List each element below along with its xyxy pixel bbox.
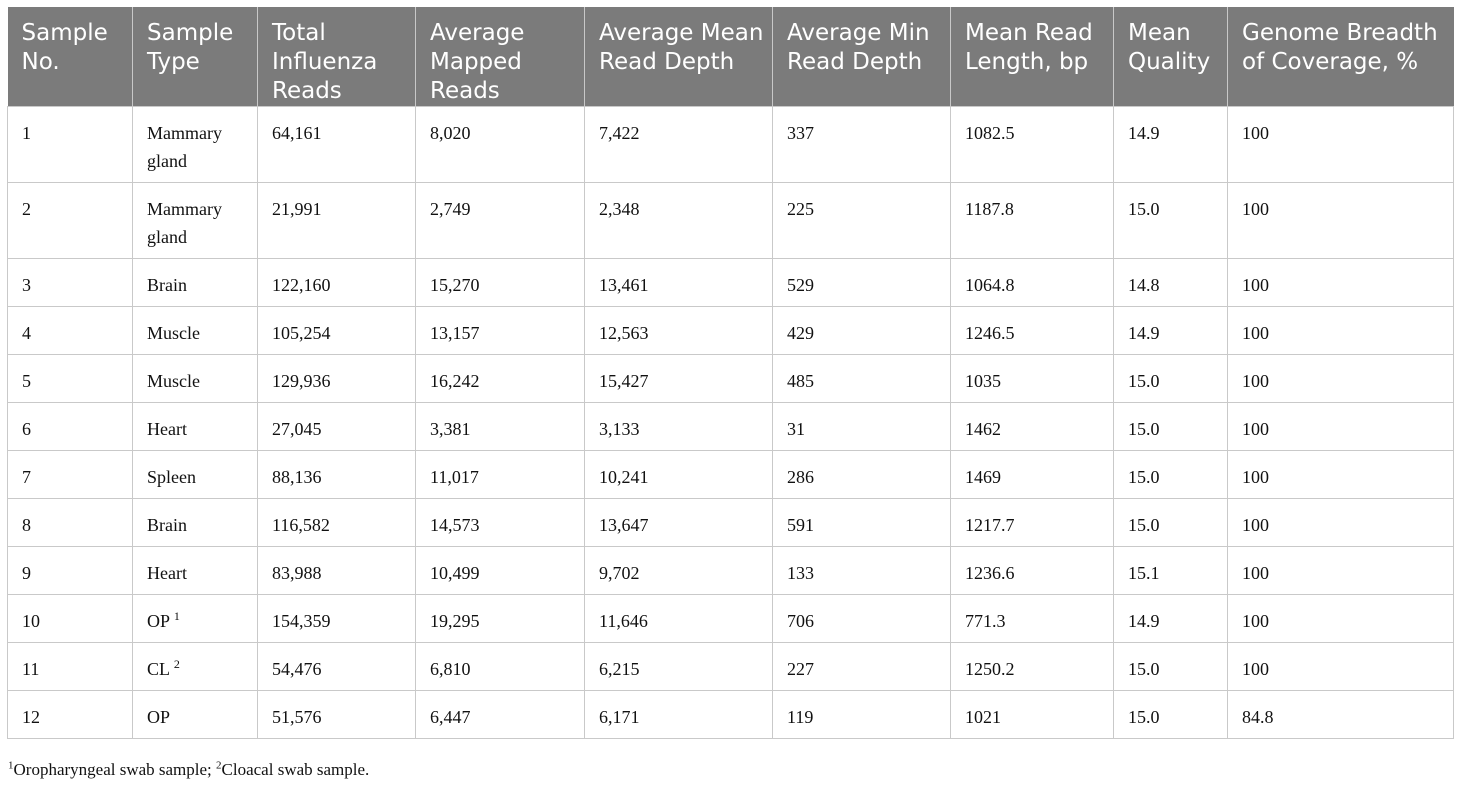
cell-mean-quality: 15.0 [1114,643,1228,691]
table-row [8,355,1454,403]
cell-sample-type [133,355,258,403]
header-min-read-depth: Average Min Read Depth [773,7,951,107]
cell-min-read-depth: 529 [773,259,951,307]
table-footnote [8,758,369,782]
sample-type-text: Brain [147,515,187,535]
sample-type-text: Mammary gland [147,199,222,247]
cell-total-reads: 122,160 [258,259,416,307]
cell-mean-read-depth: 11,646 [585,595,773,643]
header-mean-quality: Mean Quality [1114,7,1228,107]
cell-coverage: 84.8 [1228,691,1454,739]
sample-type-text: OP [147,707,171,727]
cell-total-reads: 129,936 [258,355,416,403]
table-row [8,307,1454,355]
cell-mean-quality: 14.9 [1114,307,1228,355]
cell-total-reads: 27,045 [258,403,416,451]
sample-type-text: Muscle [147,371,200,391]
cell-sample-type [133,307,258,355]
cell-mean-quality: 15.0 [1114,183,1228,259]
cell-mapped-reads: 3,381 [416,403,585,451]
cell-mean-quality: 15.0 [1114,355,1228,403]
sequencing-results-table [7,7,1454,739]
cell-coverage: 100 [1228,183,1454,259]
data-table-container [7,7,1453,739]
cell-sample-no: 11 [8,643,133,691]
cell-mean-quality: 15.0 [1114,403,1228,451]
footnote-marker-2: 2 [216,759,222,772]
cell-mean-quality: 14.9 [1114,107,1228,183]
cell-sample-type [133,499,258,547]
cell-mean-quality: 14.8 [1114,259,1228,307]
cell-mean-quality: 15.0 [1114,499,1228,547]
cell-read-length: 1236.6 [951,547,1114,595]
cell-mapped-reads: 6,810 [416,643,585,691]
cell-sample-no: 9 [8,547,133,595]
cell-coverage: 100 [1228,403,1454,451]
footnote-text-2: Cloacal swab sample. [221,760,370,779]
cell-read-length: 1246.5 [951,307,1114,355]
cell-mean-quality: 14.9 [1114,595,1228,643]
cell-sample-type [133,643,258,691]
cell-mean-read-depth: 10,241 [585,451,773,499]
cell-mean-quality: 15.0 [1114,451,1228,499]
cell-mapped-reads: 2,749 [416,183,585,259]
cell-min-read-depth: 225 [773,183,951,259]
cell-sample-type [133,183,258,259]
cell-sample-type [133,451,258,499]
header-sample-type: Sample Type [133,7,258,107]
cell-mapped-reads: 14,573 [416,499,585,547]
table-row [8,259,1454,307]
cell-min-read-depth: 286 [773,451,951,499]
sample-type-text: Heart [147,563,187,583]
table-row [8,691,1454,739]
cell-sample-type [133,259,258,307]
cell-read-length: 1187.8 [951,183,1114,259]
cell-sample-no: 2 [8,183,133,259]
header-coverage: Genome Breadth of Coverage, % [1228,7,1454,107]
cell-sample-no: 7 [8,451,133,499]
header-read-length: Mean Read Length, bp [951,7,1114,107]
cell-mean-read-depth: 3,133 [585,403,773,451]
cell-sample-no: 12 [8,691,133,739]
cell-sample-no: 1 [8,107,133,183]
cell-mapped-reads: 16,242 [416,355,585,403]
cell-min-read-depth: 485 [773,355,951,403]
cell-sample-no: 4 [8,307,133,355]
table-row [8,547,1454,595]
cell-mean-read-depth: 6,215 [585,643,773,691]
table-row [8,183,1454,259]
cell-mapped-reads: 15,270 [416,259,585,307]
footnote-reference: 2 [173,657,180,671]
cell-sample-no: 8 [8,499,133,547]
sample-type-text: Heart [147,419,187,439]
cell-read-length: 1064.8 [951,259,1114,307]
cell-mapped-reads: 10,499 [416,547,585,595]
cell-sample-no: 6 [8,403,133,451]
cell-read-length: 1217.7 [951,499,1114,547]
table-row [8,107,1454,183]
cell-coverage: 100 [1228,107,1454,183]
header-mapped-reads: Average Mapped Reads [416,7,585,107]
footnote-reference: 1 [173,609,180,623]
sample-type-text: Mammary gland [147,123,222,171]
cell-total-reads: 51,576 [258,691,416,739]
cell-mapped-reads: 11,017 [416,451,585,499]
header-total-reads: Total Influenza Reads [258,7,416,107]
cell-mapped-reads: 13,157 [416,307,585,355]
cell-read-length: 1021 [951,691,1114,739]
cell-min-read-depth: 591 [773,499,951,547]
cell-read-length: 1250.2 [951,643,1114,691]
cell-total-reads: 105,254 [258,307,416,355]
table-row [8,595,1454,643]
cell-mean-read-depth: 12,563 [585,307,773,355]
table-row [8,499,1454,547]
cell-mean-read-depth: 13,647 [585,499,773,547]
cell-read-length: 1462 [951,403,1114,451]
cell-total-reads: 88,136 [258,451,416,499]
cell-sample-type [133,107,258,183]
cell-sample-no: 10 [8,595,133,643]
cell-min-read-depth: 133 [773,547,951,595]
cell-sample-type [133,595,258,643]
cell-min-read-depth: 706 [773,595,951,643]
sample-type-text: Muscle [147,323,200,343]
header-mean-read-depth: Average Mean Read Depth [585,7,773,107]
cell-mean-quality: 15.1 [1114,547,1228,595]
table-row [8,403,1454,451]
cell-min-read-depth: 227 [773,643,951,691]
cell-min-read-depth: 429 [773,307,951,355]
cell-mean-read-depth: 2,348 [585,183,773,259]
cell-coverage: 100 [1228,643,1454,691]
cell-sample-no: 3 [8,259,133,307]
cell-sample-type [133,403,258,451]
cell-sample-type [133,547,258,595]
cell-mean-read-depth: 13,461 [585,259,773,307]
cell-coverage: 100 [1228,259,1454,307]
sample-type-text: CL [147,659,170,679]
table-header-row [8,7,1454,107]
cell-coverage: 100 [1228,499,1454,547]
cell-read-length: 1035 [951,355,1114,403]
cell-total-reads: 83,988 [258,547,416,595]
cell-coverage: 100 [1228,547,1454,595]
table-body [8,107,1454,739]
cell-total-reads: 154,359 [258,595,416,643]
cell-mapped-reads: 8,020 [416,107,585,183]
cell-read-length: 1469 [951,451,1114,499]
cell-min-read-depth: 337 [773,107,951,183]
cell-total-reads: 64,161 [258,107,416,183]
footnote-marker-1: 1 [8,759,14,772]
cell-mapped-reads: 19,295 [416,595,585,643]
cell-mean-quality: 15.0 [1114,691,1228,739]
cell-min-read-depth: 119 [773,691,951,739]
sample-type-text: Spleen [147,467,196,487]
cell-sample-no: 5 [8,355,133,403]
cell-read-length: 771.3 [951,595,1114,643]
table-row [8,643,1454,691]
cell-coverage: 100 [1228,307,1454,355]
sample-type-text: OP [147,611,170,631]
cell-total-reads: 116,582 [258,499,416,547]
footnote-text-1: Oropharyngeal swab sample; [13,760,217,779]
cell-coverage: 100 [1228,595,1454,643]
cell-total-reads: 21,991 [258,183,416,259]
cell-total-reads: 54,476 [258,643,416,691]
cell-read-length: 1082.5 [951,107,1114,183]
table-row [8,451,1454,499]
cell-mapped-reads: 6,447 [416,691,585,739]
cell-coverage: 100 [1228,355,1454,403]
cell-sample-type [133,691,258,739]
cell-coverage: 100 [1228,451,1454,499]
cell-mean-read-depth: 15,427 [585,355,773,403]
cell-min-read-depth: 31 [773,403,951,451]
sample-type-text: Brain [147,275,187,295]
cell-mean-read-depth: 9,702 [585,547,773,595]
cell-mean-read-depth: 6,171 [585,691,773,739]
cell-mean-read-depth: 7,422 [585,107,773,183]
header-sample-no: Sample No. [8,7,133,107]
